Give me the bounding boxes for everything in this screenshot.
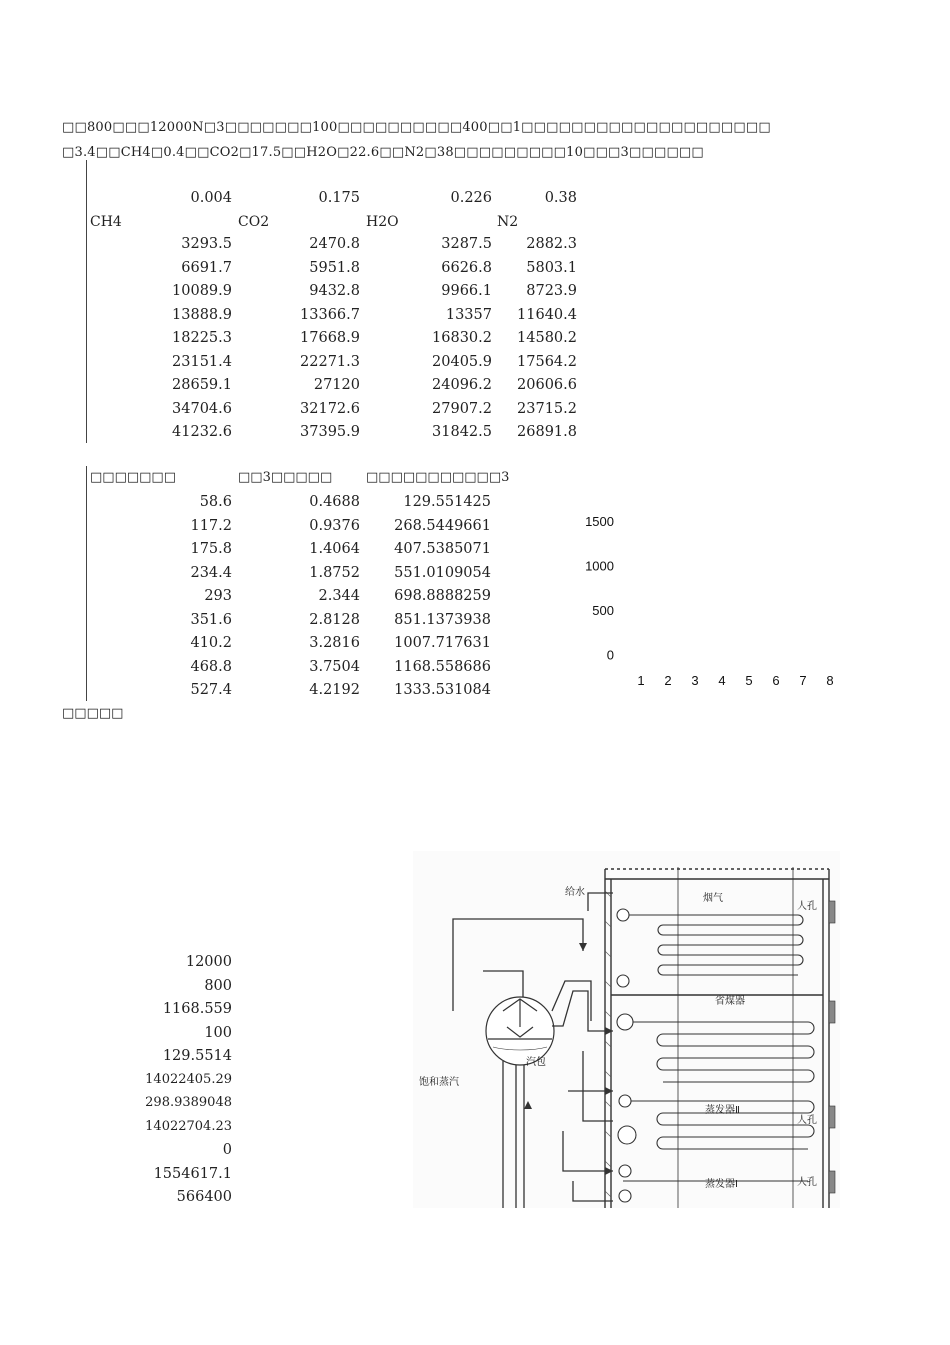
table1-cell: 5803.1 [526,259,577,276]
fraction-h2o: 0.226 [450,190,492,206]
table1-cell: 27907.2 [432,400,492,417]
table1-cell: 14580.2 [517,330,577,346]
result-value: 298.9389048 [145,1095,232,1110]
table2-cell: 410.2 [190,635,232,651]
x-tick-label: 3 [691,673,699,688]
table1-cell: 23151.4 [172,353,232,370]
result-value: 12000 [185,954,232,970]
table1-cell: 26891.8 [517,424,577,440]
y-tick-label: 1000 [585,558,614,574]
table1-cell: 9432.8 [309,283,360,299]
table1-cell: 11640.4 [517,306,577,323]
result-value: 800 [204,977,232,994]
x-tick-label: 4 [718,673,726,688]
label-economizer: 省煤器 [715,996,745,1007]
table2-cell: 175.8 [190,541,232,557]
table2-cell: 58.6 [199,494,232,510]
table1-cell: 37395.9 [300,424,360,440]
table2-cell: 1.8752 [309,564,360,581]
table1-cell: 8723.9 [526,283,577,299]
table2-cell: 0.4688 [309,494,360,510]
header-co2: CO2 [238,214,270,230]
table1-cell: 9966.1 [441,283,492,299]
table2-cell: 2.344 [318,588,360,604]
table1-cell: 22271.3 [300,353,360,370]
result-value: 1168.559 [162,1001,232,1017]
table2-cell: 4.2192 [309,682,360,698]
label-saturated-steam: 饱和蒸汽 [419,1077,459,1088]
table2-cell: 1333.531084 [394,682,491,698]
t2-header-3: □□□□□□□□□□□3 [366,470,510,485]
table2-cell: 234.4 [190,564,232,581]
table2-cell: 2.8128 [309,611,360,628]
y-tick-label: 1500 [585,514,614,529]
table1-cell: 13357 [445,306,492,323]
x-tick-label: 6 [772,673,780,688]
table1-cell: 13366.7 [300,306,360,323]
table2-left-border [86,466,87,701]
chart-y-ticks [585,514,614,663]
t2-header-2: □□3□□□□□ [238,470,333,485]
table2-cell: 0.9376 [309,517,360,534]
table1-cell: 34704.6 [172,400,232,417]
table1-cell: 3293.5 [181,236,232,252]
label-flue-gas: 烟气 [703,893,723,904]
table1-cell: 27120 [313,377,360,393]
table1-cell: 18225.3 [172,330,232,346]
label-drum: 汽包 [526,1057,546,1068]
table1-cell: 23715.2 [517,400,577,417]
table2-cell: 1.4064 [309,541,360,557]
table2-cell: 698.8888259 [394,588,491,604]
x-tick-label: 5 [745,673,753,688]
x-tick-label: 7 [799,673,807,688]
table1-cell: 2470.8 [309,236,360,252]
t2-header-1: □□□□□□□ [90,470,176,485]
table1-cell: 31842.5 [432,424,492,440]
table2-cell: 3.2816 [309,635,360,651]
table1-cell: 5951.8 [309,259,360,276]
result-value: 100 [204,1024,232,1041]
table1-cell: 20606.6 [517,377,577,393]
table2-cell: 468.8 [190,658,232,675]
footer-text: □□□□□ [62,706,124,721]
table2-cell: 293 [204,588,232,604]
header-ch4: CH4 [90,214,122,230]
table1-cell: 3287.5 [441,236,492,252]
fraction-n2: 0.38 [544,190,577,206]
table2-cell: 117.2 [190,517,232,534]
fraction-ch4: 0.004 [190,190,232,206]
table2-cell: 551.0109054 [394,564,491,581]
y-tick-label: 500 [592,603,614,618]
result-value: 129.5514 [162,1048,232,1064]
table1-cell: 10089.9 [172,283,232,299]
table1-cell: 24096.2 [432,377,492,393]
table1-cell: 6691.7 [181,259,232,276]
label-feedwater: 给水 [565,887,585,898]
x-tick-label: 1 [637,673,645,688]
table1-cell: 28659.1 [172,377,232,393]
table1-cell: 2882.3 [526,236,577,252]
table2-cell: 851.1373938 [394,611,491,628]
label-evaporator-1: 蒸发器Ⅰ [705,1179,738,1190]
table2-cell: 129.551425 [403,494,491,510]
header-n2: N2 [497,214,519,230]
header-h2o: H2O [366,214,399,230]
table2-cell: 1168.558686 [394,658,491,675]
table2-cell: 351.6 [190,611,232,628]
label-manhole-mid: 人孔 [797,1115,817,1126]
table1-cell: 17668.9 [300,330,360,346]
result-value: 14022405.29 [145,1071,232,1087]
waste-heat-boiler-diagram [413,851,840,1208]
result-value: 1554617.1 [153,1165,232,1182]
table2-cell: 407.5385071 [394,541,491,557]
table1-cell: 6626.8 [441,259,492,276]
y-tick-label: 0 [606,647,614,663]
result-value: 0 [222,1142,232,1158]
table1-cell: 16830.2 [432,330,492,346]
result-value: 14022704.23 [145,1118,232,1134]
label-manhole-top: 人孔 [797,901,817,912]
x-tick-label: 2 [664,673,672,688]
x-tick-label: 8 [826,673,834,688]
table2-cell: 268.5449661 [394,517,491,534]
table1-cell: 32172.6 [300,400,360,417]
fraction-co2: 0.175 [318,190,360,206]
label-evaporator-2: 蒸发器Ⅱ [705,1105,740,1116]
intro-line-2: □3.4□□CH4□0.4□□CO2□17.5□□H2O□22.6□□N2□38□□□□□□□□□10□□□3□□□□□□ [62,145,704,160]
table2-cell: 1007.717631 [394,635,491,651]
chart-x-ticks [637,673,833,688]
intro-line-1: □□800□□□12000N□3□□□□□□□100□□□□□□□□□□400□□1□□□□□□□□□□□□□□□□□□□□ [62,120,771,135]
table2-cell: 3.7504 [309,658,360,675]
table1-cell: 20405.9 [432,353,492,370]
table1-cell: 13888.9 [172,306,232,323]
table1-left-border [86,160,87,443]
table1-cell: 17564.2 [517,353,577,370]
heat-chart [560,500,850,700]
table1-cell: 41232.6 [172,424,232,440]
table2-cell: 527.4 [190,682,232,698]
label-manhole-bottom: 人孔 [797,1177,817,1188]
result-value: 566400 [176,1189,232,1205]
